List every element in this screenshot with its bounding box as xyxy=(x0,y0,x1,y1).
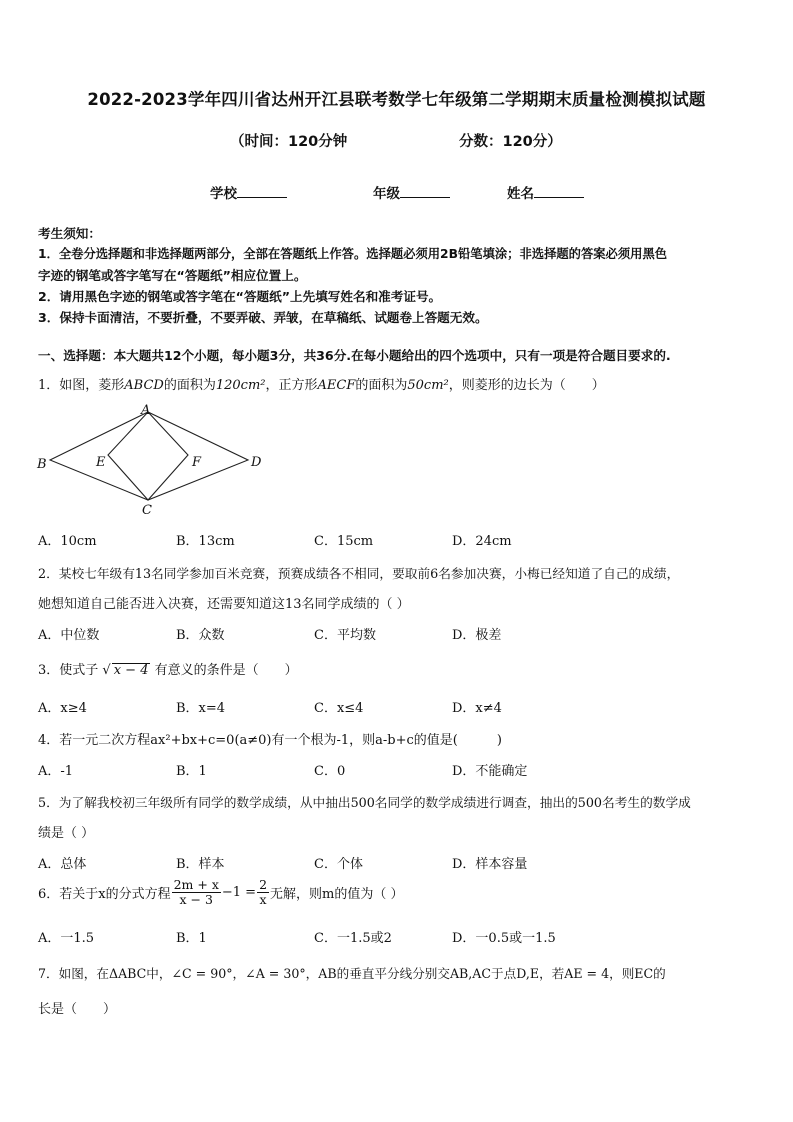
q5-option-d: D．样本容量 xyxy=(452,857,528,872)
grade-label: 年级 xyxy=(373,186,400,202)
fraction-left: $\frac{2m + x}{x - 3}$ xyxy=(173,877,219,907)
rhombus-figure xyxy=(34,402,266,517)
fraction-right: $\frac{2}{x}$ xyxy=(259,877,268,907)
q6-option-a: A．一1.5 xyxy=(38,931,95,946)
q4-option-a: A．-1 xyxy=(38,764,74,779)
q2-option-d: D．极差 xyxy=(452,628,502,643)
notice-line: 2．请用黑色字迹的钢笔或答字笔在“答题纸”上先填写姓名和准考证号。 xyxy=(38,289,442,304)
q2-option-c: C．平均数 xyxy=(314,628,376,643)
question-7-line2: 长是（ ） xyxy=(38,1002,117,1017)
q4-option-b: B．1 xyxy=(176,764,207,779)
label-e: E xyxy=(96,455,106,470)
q5-option-c: C．个体 xyxy=(314,857,363,872)
question-7-line1: 7．如图，在ΔABC中，∠C = 90°，∠A = 30°，AB的垂直平分线分别交AB,AC于点D,E，若AE = 4，则EC的 xyxy=(38,966,666,981)
grade-field xyxy=(373,182,450,202)
q3-option-a: A．x≥4 xyxy=(38,701,87,716)
question-1: 1．如图，菱形ABCD的面积为120cm²，正方形AECF的面积为50cm²，则菱形的边长为（ ） xyxy=(38,378,605,393)
q1-option-a: A．10cm xyxy=(38,534,97,549)
q5-option-b: B．样本 xyxy=(176,857,225,872)
q3-option-c: C．x≤4 xyxy=(314,701,364,716)
name-blank xyxy=(534,185,584,198)
label-b: B xyxy=(37,457,47,472)
question-4: 4．若一元二次方程ax²+bx+c=0(a≠0)有一个根为-1，则a-b+c的值是( ) xyxy=(38,733,502,748)
question-3: 3．使式子 √ x − 4 有意义的条件是（ ） xyxy=(38,663,298,678)
q3-option-b: B．x=4 xyxy=(176,701,226,716)
question-2-line2: 她想知道自己能否进入决赛，还需要知道这13名同学成绩的（ ） xyxy=(38,597,410,612)
q2-option-b: B．众数 xyxy=(176,628,225,643)
school-blank xyxy=(237,185,287,198)
school-label: 学校 xyxy=(210,186,237,202)
name-field xyxy=(507,182,584,202)
q2-option-a: A．中位数 xyxy=(38,628,100,643)
school-field xyxy=(210,182,287,202)
sqrt-expression: x − 4 xyxy=(113,663,149,678)
label-a: A xyxy=(141,403,151,418)
notice-heading: 考生须知： xyxy=(38,226,101,241)
q4-option-c: C．0 xyxy=(314,764,346,779)
grade-blank xyxy=(400,185,450,198)
q1-option-b: B．13cm xyxy=(176,534,235,549)
page-title: 2022-2023学年四川省达州开江县联考数学七年级第二学期期末质量检测模拟试题 xyxy=(87,90,706,109)
q5-option-a: A．总体 xyxy=(38,857,87,872)
question-5-line2: 绩是（ ） xyxy=(38,826,95,841)
question-6: 6．若关于x的分式方程 $\frac{2m + x}{x - 3}$ −1 = $\frac{2}{x}$ 无解，则m的值为（ ） xyxy=(38,877,404,907)
rhombus-abcd xyxy=(50,412,248,500)
name-label: 姓名 xyxy=(507,186,534,202)
notice-line: 字迹的钢笔或答字笔写在“答题纸”相应位置上。 xyxy=(38,268,307,283)
q3-option-d: D．x≠4 xyxy=(452,701,502,716)
section-heading: 一、选择题：本大题共12个小题，每小题3分，共36分.在每小题给出的四个选项中，只有一项是符合题目要求的. xyxy=(38,348,671,363)
q6-option-b: B．1 xyxy=(176,931,207,946)
question-5-line1: 5．为了解我校初三年级所有同学的数学成绩，从中抽出500名同学的数学成绩进行调查，抽出的500名考生的数学成 xyxy=(38,795,691,810)
notice-line: 1．全卷分选择题和非选择题两部分，全部在答题纸上作答。选择题必须用2B铅笔填涂；非选择题的答案必须用黑色 xyxy=(38,247,668,261)
notice-line: 3．保持卡面清洁，不要折叠，不要弄破、弄皱，在草稿纸、试题卷上答题无效。 xyxy=(38,310,488,325)
label-d: D xyxy=(251,455,262,470)
label-f: F xyxy=(192,455,202,470)
exam-score: 分数：120分） xyxy=(459,134,562,150)
question-2-line1: 2．某校七年级有13名同学参加百米竞赛，预赛成绩各不相同，要取前6名参加决赛，小梅已经知道了自己的成绩， xyxy=(38,566,680,581)
q6-option-c: C．一1.5或2 xyxy=(314,931,392,946)
q4-option-d: D．不能确定 xyxy=(452,764,528,779)
q1-option-c: C．15cm xyxy=(314,534,374,549)
q6-option-d: D．一0.5或一1.5 xyxy=(452,931,556,946)
q1-option-d: D．24cm xyxy=(452,534,512,549)
label-c: C xyxy=(142,503,152,517)
exam-time: （时间：120分钟 xyxy=(230,134,348,150)
